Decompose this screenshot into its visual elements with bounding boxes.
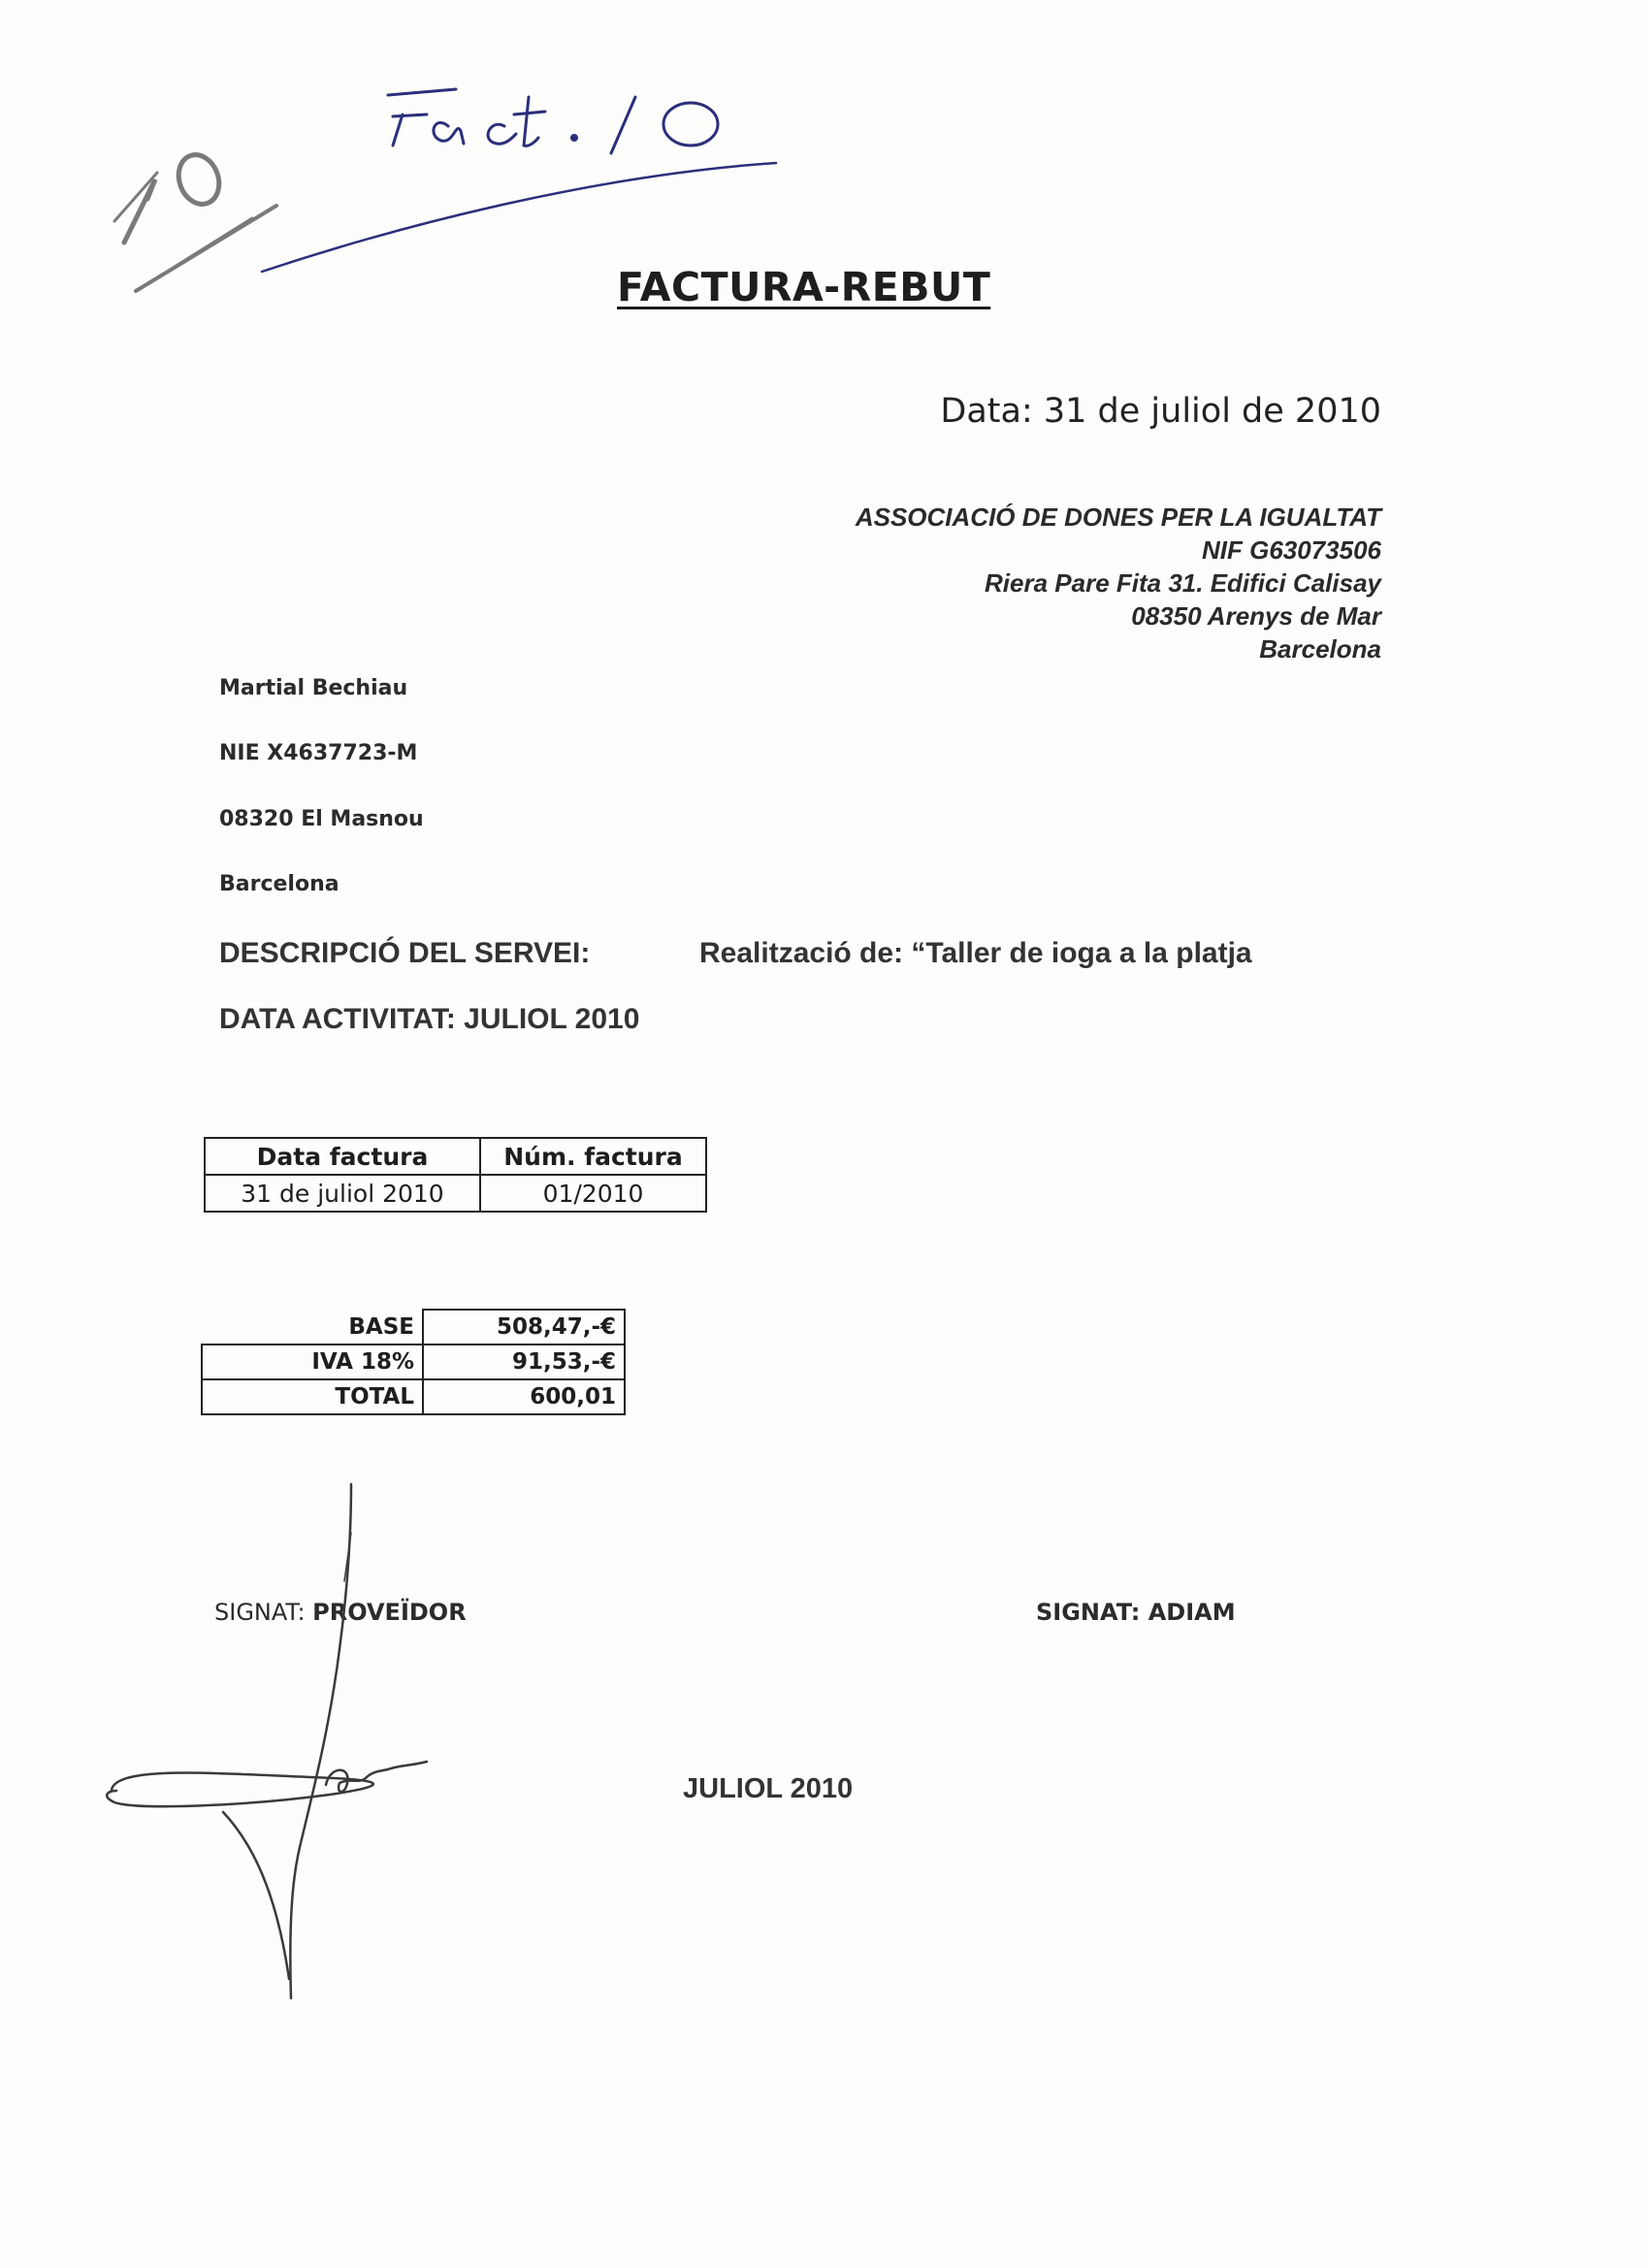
footer-date: JULIOL 2010 bbox=[683, 1773, 854, 1804]
pencil-margin-number bbox=[114, 149, 276, 291]
invoice-info-table bbox=[204, 1137, 707, 1213]
org-province: Barcelona bbox=[1259, 634, 1381, 664]
header-cell: Data factura bbox=[205, 1138, 480, 1175]
totals-value: 91,53,-€ bbox=[423, 1345, 625, 1379]
provider-organization bbox=[856, 501, 1381, 665]
org-nif: NIF G63073506 bbox=[1201, 535, 1381, 565]
totals-value: 508,47,-€ bbox=[423, 1310, 625, 1345]
table-cell: 01/2010 bbox=[480, 1175, 706, 1212]
invoice-date: Data: 31 de juliol de 2010 bbox=[940, 392, 1381, 431]
client-name: Martial Bechiau bbox=[219, 676, 408, 700]
totals-label: TOTAL bbox=[202, 1379, 423, 1414]
service-description-value: Realització de: “Taller de ioga a la platja bbox=[699, 937, 1252, 969]
ink-fact-note bbox=[262, 89, 776, 272]
totals-label: IVA 18% bbox=[202, 1345, 423, 1379]
handwritten-signature bbox=[97, 1474, 485, 2018]
header-cell: Núm. factura bbox=[480, 1138, 706, 1175]
client-city: 08320 El Masnou bbox=[219, 807, 424, 831]
org-name: ASSOCIACIÓ DE DONES PER LA IGUALTAT bbox=[855, 502, 1381, 532]
client-nie: NIE X4637723-M bbox=[219, 741, 418, 765]
client-province: Barcelona bbox=[219, 872, 340, 896]
service-description-label: DESCRIPCIÓ DEL SERVEI: bbox=[219, 937, 591, 969]
totals-label: BASE bbox=[202, 1310, 423, 1345]
document-title: FACTURA-REBUT bbox=[617, 264, 991, 310]
totals-row bbox=[202, 1310, 625, 1345]
signature-role: PROVEÏDOR bbox=[312, 1599, 467, 1626]
table-cell: 31 de juliol 2010 bbox=[205, 1175, 480, 1212]
signature-prefix: SIGNAT: bbox=[214, 1599, 313, 1626]
org-city: 08350 Arenys de Mar bbox=[1131, 601, 1381, 631]
adiam-signature-label: SIGNAT: ADIAM bbox=[1036, 1599, 1236, 1626]
table-row bbox=[205, 1175, 706, 1212]
handwritten-annotation bbox=[0, 0, 1649, 388]
table-header-row bbox=[205, 1138, 706, 1175]
activity-date: DATA ACTIVITAT: JULIOL 2010 bbox=[219, 1003, 640, 1035]
totals-row bbox=[202, 1379, 625, 1414]
totals-row bbox=[202, 1345, 625, 1379]
totals-value: 600,01 bbox=[423, 1379, 625, 1414]
totals-table bbox=[201, 1309, 626, 1415]
org-address: Riera Pare Fita 31. Edifici Calisay bbox=[985, 568, 1381, 598]
